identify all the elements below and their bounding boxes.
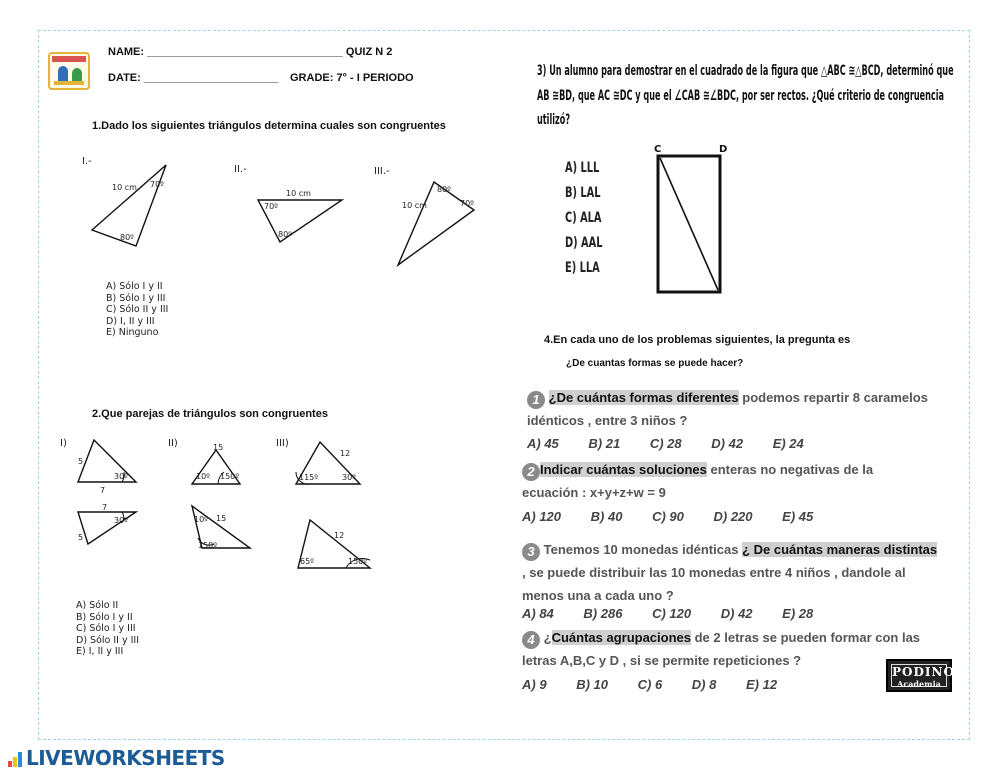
q2-pair1-bottom-angle: 30º [114,516,128,525]
q4-problem-1 [527,386,957,432]
q1-fig1-label: I.- [82,156,92,167]
p4-answer-a[interactable]: A) 9 [522,677,547,692]
q4-problem-3-answers [522,606,813,621]
q3-square-figure [648,140,734,300]
problem-2-line-2: ecuación : x+y+z+w = 9 [522,485,666,500]
p1-answer-b[interactable]: B) 21 [588,436,621,451]
p4-answer-d[interactable]: D) 8 [691,677,717,692]
q2-pair1-bottom-side-b: 5 [78,533,84,542]
problem-1-highlight: ¿De cuántas formas diferentes [548,390,739,405]
q2-pair3-top-side: 12 [340,449,351,458]
q2-pair2-bottom-side: 15 [216,514,227,523]
q3-line-3: utilizó? [537,112,571,128]
problem-4-rest: de 2 letras se pueden formar con las [691,630,921,645]
problem-1-rest: podemos repartir 8 caramelos [738,390,928,405]
q3-option-a[interactable]: A) LLL [565,160,600,176]
p4-answer-e[interactable]: E) 12 [745,677,778,692]
q2-pair2-bottom-angle-a: 10º [194,515,208,524]
q1-triangle-3 [398,182,474,265]
q2-pair2-top-angle-b: 150º [220,472,240,481]
q3-option-c[interactable]: C) ALA [565,210,602,226]
problem-2-highlight: Indicar cuántas soluciones [540,462,707,477]
q4-subtitle: ¿De cuantas formas se puede hacer? [566,358,744,369]
q3-corner-c: C [654,144,662,155]
date-line: DATE: ______________________ [108,72,279,84]
q2-pair3-top-angle-b: 30º [342,473,356,482]
p4-answer-c[interactable]: C) 6 [637,677,663,692]
q2-pair1-bottom-side-a: 7 [102,503,108,512]
p1-answer-c[interactable]: C) 28 [649,436,682,451]
problem-3-number: 3 [522,543,540,561]
p2-answer-d[interactable]: D) 220 [713,509,753,524]
q3-option-d[interactable]: D) AAL [565,235,603,251]
q1-fig3-label: III.- [374,166,390,177]
q1-fig1-angle-a: 70º [150,180,164,189]
q2-pair2-bottom-angle-b: 150º [198,541,218,550]
q2-options [76,600,139,658]
q4-problem-2-answers [522,509,813,524]
q1-title: 1.Dado los siguientes triángulos determina cuales son congruentes [92,120,446,132]
problem-2-number: 2 [522,463,540,481]
p3-answer-c[interactable]: C) 120 [652,606,692,621]
q1-triangles [78,150,478,280]
problem-3-pre: Tenemos 10 monedas idénticas [540,542,743,557]
q3-options [565,156,602,281]
q3-option-e[interactable]: E) LLA [565,260,600,276]
q2-option-b[interactable]: B) Sólo I y II [76,611,133,623]
q1-fig1-angle-b: 80º [120,233,134,242]
q3-line-1: 3) Un alumno para demostrar en el cuadrado de la figura que △ABC ≅△BCD, determinó que [537,63,954,79]
q2-triangles [58,432,388,582]
liveworksheets-logo[interactable] [8,746,225,770]
p2-answer-a[interactable]: A) 120 [522,509,562,524]
q1-fig3-angle-a: 80º [437,185,451,194]
q1-option-c[interactable]: C) Sólo II y III [106,304,169,315]
q2-pair1-top-side: 5 [78,457,84,466]
p3-answer-e[interactable]: E) 28 [782,606,814,621]
q2-title: 2.Que parejas de triángulos son congruentes [92,408,328,420]
p4-answer-b[interactable]: B) 10 [576,677,608,692]
p3-answer-b[interactable]: B) 286 [583,606,623,621]
q2-pair3-top-angle-a: 115º [299,473,319,482]
q1-option-a[interactable]: A) Sólo I y II [106,281,163,292]
q1-fig2-angle-b: 80º [278,230,292,239]
q1-fig2-side: 10 cm [286,189,311,198]
q2-option-d[interactable]: D) Sólo II y III [76,634,140,646]
bars-icon [8,751,24,767]
q2-option-e[interactable]: E) I, II y III [76,646,124,657]
academy-stamp-logo: PODINOS Academia [886,659,952,692]
q4-problem-3 [522,538,952,607]
q1-fig1-side: 10 cm [112,183,137,192]
q4-title: 4.En cada uno de los problemas siguientes, la pregunta es [544,334,851,346]
q1-options [106,281,168,339]
q2-option-c[interactable]: C) Sólo I y III [76,623,136,634]
q1-fig2-label: II.- [234,164,247,175]
q2-pair1-label: I) [60,438,67,449]
p2-answer-e[interactable]: E) 45 [782,509,814,524]
problem-2-rest: enteras no negativas de la [706,462,874,477]
problem-4-highlight: Cuántas agrupaciones [551,630,691,645]
school-logo [48,52,90,90]
liveworksheets-brand: LIVEWORKSHEETS [26,746,225,770]
p3-answer-a[interactable]: A) 84 [522,606,554,621]
problem-3-line-3: menos una a cada uno ? [522,588,674,603]
p2-answer-c[interactable]: C) 90 [652,509,684,524]
q4-problem-2 [522,458,952,504]
q2-pair3-bottom-angle-b: 150º [348,557,368,566]
q3-line-2: AB ≅BD, que AC ≅DC y que el ∠CAB ≅∠BDC, por ser rectos. ¿Qué criterio de congruencia [537,88,944,104]
q1-option-e[interactable]: E) Ninguno [106,327,159,338]
problem-3-highlight: ¿ De cuántas maneras distintas [742,542,938,557]
p2-answer-b[interactable]: B) 40 [590,509,623,524]
problem-4-number: 4 [522,631,540,649]
q3-corner-d: D [719,144,728,155]
q2-pair3-label: III) [276,438,289,449]
problem-4-line-2: letras A,B,C y D , si se permite repeticiones ? [522,653,802,668]
problem-1-line-2: idénticos , entre 3 niños ? [527,413,688,428]
problem-3-line-2: , se puede distribuir las 10 monedas entre 4 niños , dandole al [522,565,906,580]
q1-fig2-angle-a: 70º [264,202,278,211]
q4-problem-1-answers [527,436,804,451]
q2-pair3-bottom-side: 12 [334,531,345,540]
q1-option-b[interactable]: B) Sólo I y III [106,292,166,304]
p1-answer-e[interactable]: E) 24 [772,436,804,451]
problem-4-pre: ¿ [540,630,552,645]
q3-option-b[interactable]: B) LAL [565,185,601,201]
q2-pair2-label: II) [168,438,178,449]
q4-problem-4-answers [522,677,777,692]
p1-answer-a[interactable]: A) 45 [527,436,559,451]
p3-answer-d[interactable]: D) 42 [720,606,753,621]
name-line: NAME: ________________________________ QUIZ N 2 [108,46,393,58]
q2-pair1-top-angle: 30º [114,472,128,481]
q1-fig3-angle-b: 70º [460,199,474,208]
q2-pair1-mid-side: 7 [100,486,106,495]
q2-option-a[interactable]: A) Sólo II [76,600,119,611]
problem-1-number: 1 [527,391,545,409]
q1-option-d[interactable]: D) I, II y III [106,315,155,327]
grade-line: GRADE: 7° - I PERIODO [290,72,414,84]
q2-pair3-bottom-angle-a: 65º [300,557,314,566]
q2-pair2-top-angle-a: 10º [196,472,210,481]
p1-answer-d[interactable]: D) 42 [711,436,744,451]
q2-pair2-top-side: 15 [213,443,224,452]
q1-fig3-side: 10 cm [402,201,427,210]
